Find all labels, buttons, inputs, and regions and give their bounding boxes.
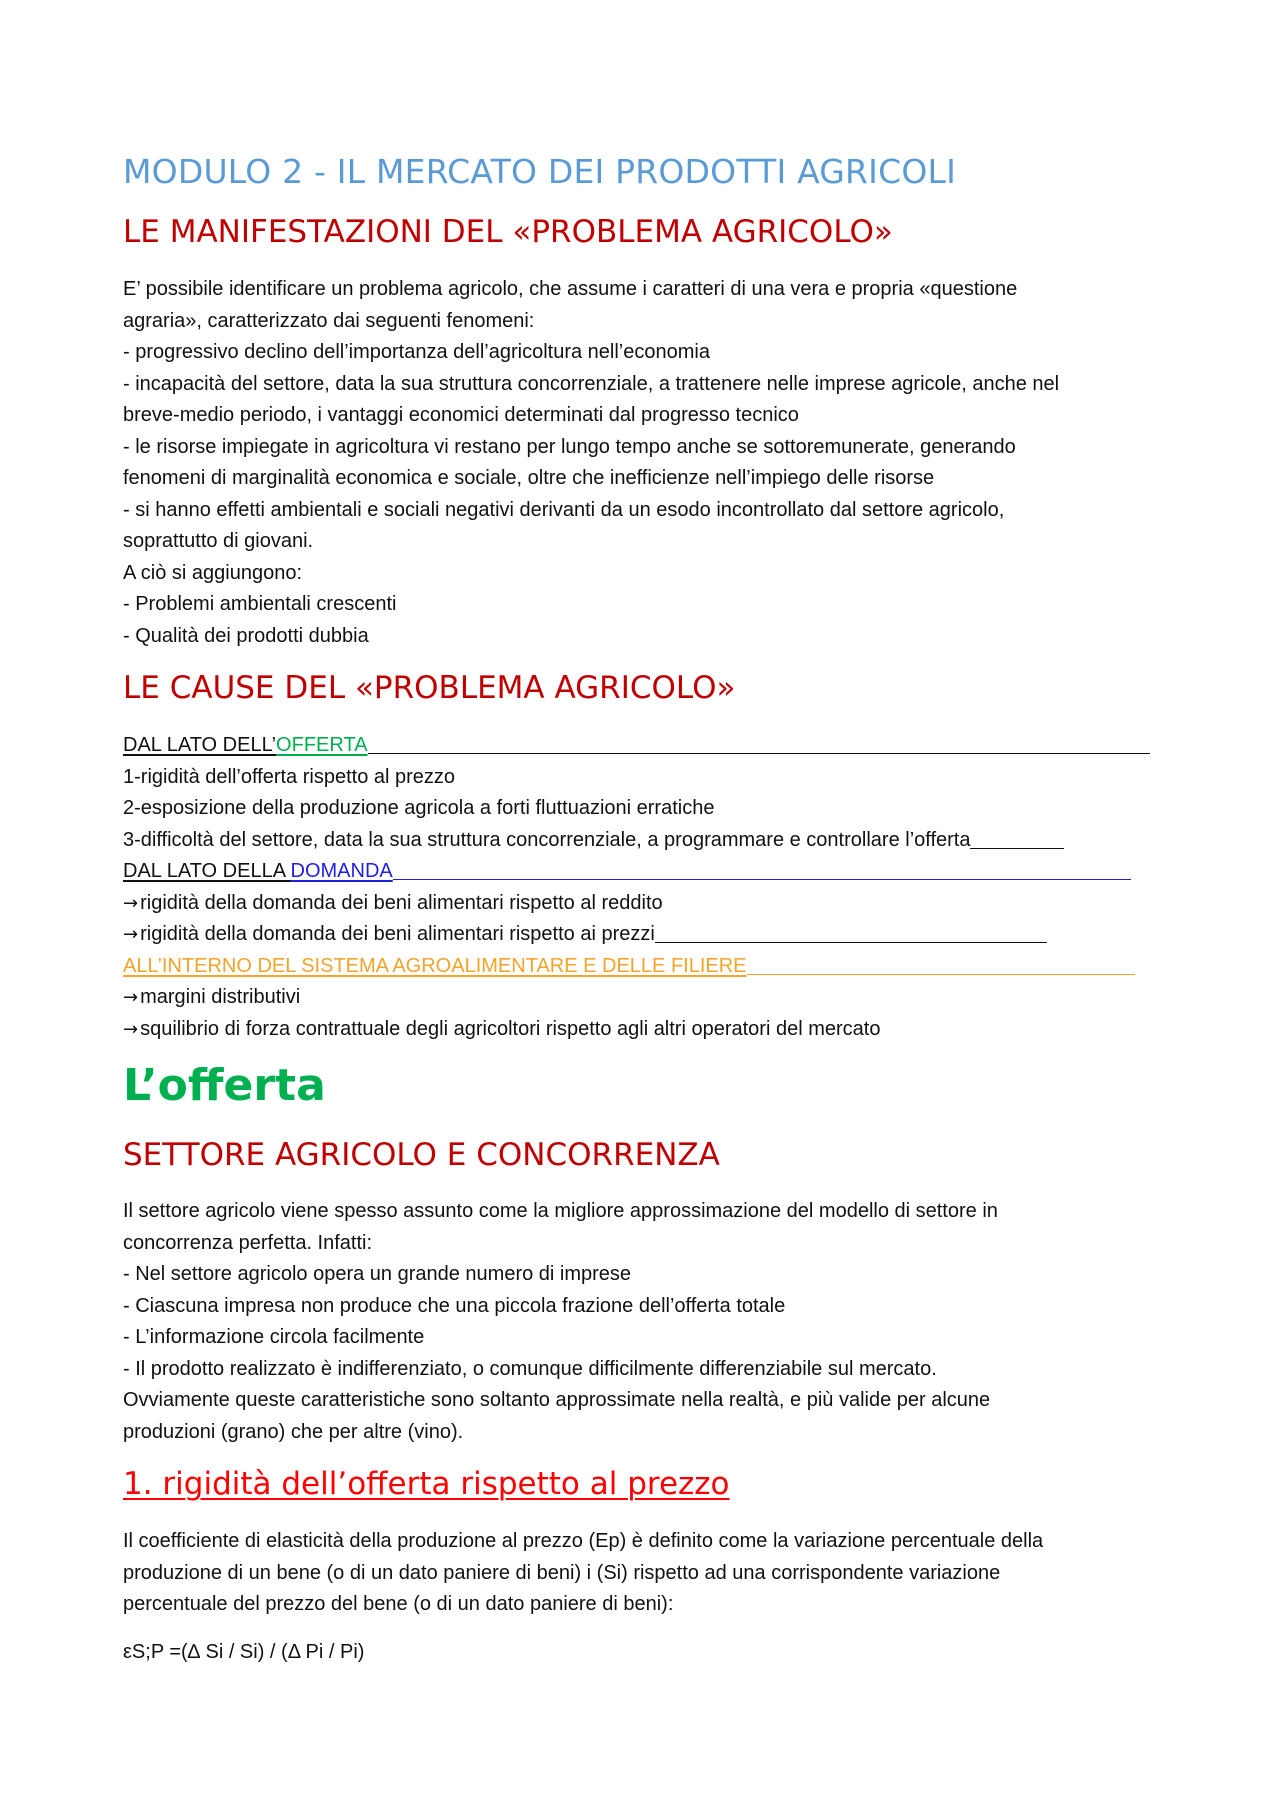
filiere-label — [123, 951, 1150, 983]
list-item — [123, 919, 1150, 951]
cause-list — [123, 730, 1150, 1045]
text-line: - si hanno effetti ambientali e sociali negativi derivanti da un esodo incontrollato dal settore agricolo, — [123, 498, 1005, 521]
text-line: Il settore agricolo viene spesso assunto come la migliore approssimazione del modello di settore in — [123, 1200, 998, 1222]
text-line: concorrenza perfetta. Infatti: — [123, 1231, 373, 1254]
list-item-text: rigidità della domanda dei beni alimentari rispetto al reddito — [140, 891, 663, 914]
text-line: - Il prodotto realizzato è indifferenziato, o comunque difficilmente differenziabile sul mercato. — [123, 1357, 937, 1380]
text-line: produzioni (grano) che per altre (vino). — [123, 1420, 464, 1443]
manifestazioni-paragraph — [123, 274, 1059, 652]
offerta-label — [123, 730, 1150, 762]
underline-rule — [393, 878, 1131, 880]
list-item-text: squilibrio di forza contrattuale degli agricoltori rispetto agli altri operatori del mercato — [140, 1017, 881, 1040]
offerta-label-word: OFFERTA — [276, 734, 368, 756]
domanda-label-word: DOMANDA — [290, 860, 393, 882]
list-item — [123, 1014, 1150, 1046]
underline-rule — [747, 973, 1135, 975]
text-line: fenomeni di marginalità economica e sociale, oltre che inefficienze nell’impiego delle risorse — [123, 467, 935, 489]
text-line: - Qualità dei prodotti dubbia — [123, 624, 369, 647]
list-item — [123, 825, 1150, 857]
text-line: - Problemi ambientali crescenti — [123, 593, 397, 615]
list-item-text: rigidità della domanda dei beni alimentari rispetto ai prezzi — [140, 923, 655, 945]
text-line: agraria», caratterizzato dai seguenti fenomeni: — [123, 309, 535, 332]
text-line: A ciò si aggiungono: — [123, 561, 303, 584]
text-line: - incapacità del settore, data la sua struttura concorrenziale, a trattenere nelle imprese agricole, anche nel — [123, 372, 1060, 395]
rigidita-paragraph — [123, 1526, 1043, 1621]
text-line: E’ possibile identificare un problema agricolo, che assume i caratteri di una vera e propria «questione — [123, 278, 1018, 300]
heading-cause: LE CAUSE DEL «PROBLEMA AGRICOLO» — [123, 670, 736, 706]
heading-rigidita: 1. rigidità dell’offerta rispetto al prezzo — [123, 1466, 730, 1502]
arrow-icon: → — [123, 1018, 139, 1040]
domanda-label-prefix: DAL LATO DELLA — [123, 860, 291, 882]
text-line: percentuale del prezzo del bene (o di un dato paniere di beni): — [123, 1593, 674, 1615]
text-line: produzione di un bene (o di un dato paniere di beni) i (Si) rispetto ad una corrispondente variazione — [123, 1561, 1001, 1584]
heading-offerta: L’offerta — [123, 1060, 326, 1111]
text-line: - Nel settore agricolo opera un grande numero di imprese — [123, 1263, 632, 1285]
filiere-label-text: ALL’INTERNO DEL SISTEMA AGROALIMENTARE E DELLE FILIERE — [123, 954, 747, 977]
text-line: Ovviamente queste caratteristiche sono soltanto approssimate nella realtà, e più valide per alcune — [123, 1389, 991, 1411]
settore-paragraph — [123, 1196, 998, 1448]
offerta-label-prefix: DAL LATO DELL’ — [123, 734, 277, 756]
domanda-label — [123, 856, 1150, 888]
underline-rule — [655, 941, 1047, 943]
text-line: - progressivo declino dell’importanza dell’agricoltura nell’economia — [123, 341, 710, 363]
list-item-text: 3-difficoltà del settore, data la sua struttura concorrenziale, a programmare e controllare l’offerta — [123, 828, 971, 851]
text-line: - L’informazione circola facilmente — [123, 1326, 425, 1348]
text-line: breve-medio periodo, i vantaggi economici determinati dal progresso tecnico — [123, 404, 799, 426]
arrow-icon: → — [123, 892, 139, 914]
list-item-text: margini distributivi — [140, 986, 301, 1008]
module-title: MODULO 2 - IL MERCATO DEI PRODOTTI AGRICOLI — [123, 152, 957, 191]
elasticity-formula — [123, 1637, 364, 1669]
list-item: 1-rigidità dell’offerta rispetto al prezzo — [123, 765, 456, 788]
text-line: - Ciascuna impresa non produce che una piccola frazione dell’offerta totale — [123, 1294, 786, 1317]
underline-rule — [970, 847, 1064, 849]
arrow-icon: → — [123, 924, 139, 945]
text-line: - le risorse impiegate in agricoltura vi restano per lungo tempo anche se sottoremunerate, generando — [123, 435, 1016, 458]
text-line: Il coefficiente di elasticità della produzione al prezzo (Ep) è definito come la variazione percentuale della — [123, 1530, 1044, 1552]
underline-rule — [368, 752, 1150, 754]
heading-manifestazioni: LE MANIFESTAZIONI DEL «PROBLEMA AGRICOLO» — [123, 214, 893, 250]
list-item — [123, 888, 1150, 920]
formula-text: εS;P =(∆ Si / Si) / (Δ Pi / Pi) — [123, 1641, 365, 1663]
arrow-icon: → — [123, 987, 139, 1008]
text-line: soprattutto di giovani. — [123, 530, 314, 552]
list-item: 2-esposizione della produzione agricola a forti fluttuazioni erratiche — [123, 797, 715, 819]
heading-settore: SETTORE AGRICOLO E CONCORRENZA — [123, 1137, 720, 1173]
list-item — [123, 982, 1150, 1014]
